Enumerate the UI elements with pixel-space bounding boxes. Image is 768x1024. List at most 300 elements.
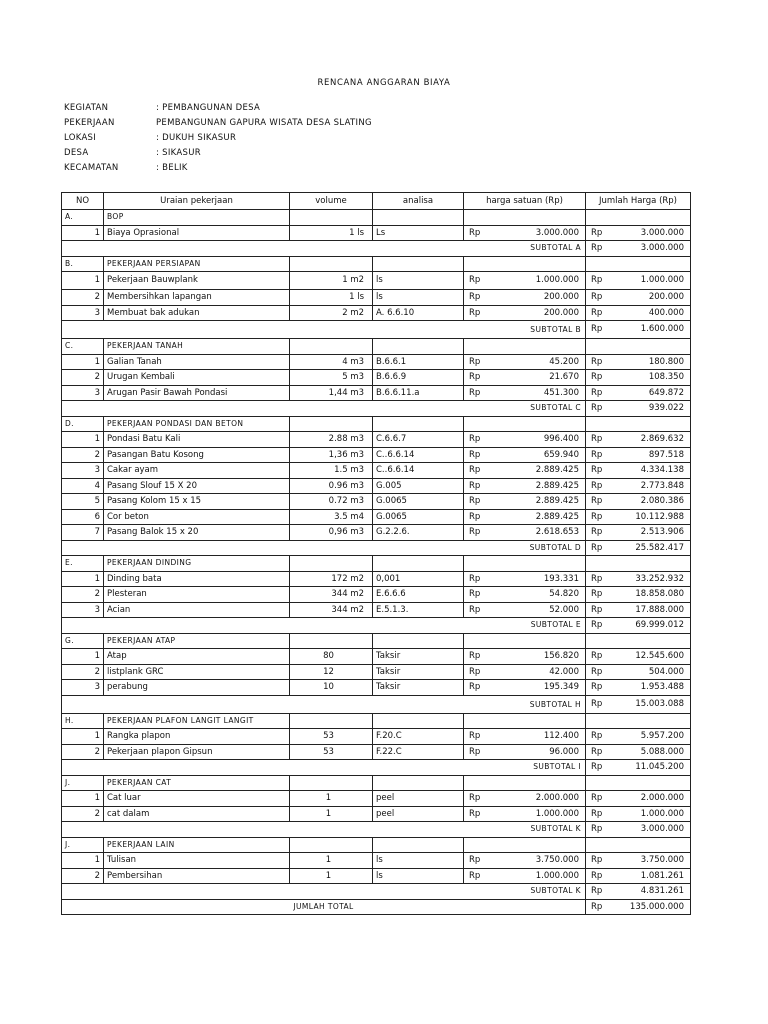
currency-label: Rp	[469, 527, 481, 537]
amount-value: 1.600.000	[640, 324, 684, 334]
amount-value: 25.582.417	[635, 542, 684, 553]
item-description: Pasang Slouf 15 X 20	[104, 478, 290, 494]
section-header-row	[62, 339, 691, 355]
item-description: Tulisan	[104, 853, 290, 869]
item-number: 2	[62, 744, 104, 760]
item-volume: 2 m2	[290, 305, 373, 321]
item-unit-price	[464, 272, 586, 290]
item-unit-price	[464, 664, 586, 680]
section-header-row	[62, 210, 691, 226]
budget-table	[61, 192, 691, 915]
subtotal-label: SUBTOTAL I	[62, 760, 586, 776]
item-total-price	[586, 225, 691, 241]
item-total-price	[586, 729, 691, 745]
amount-value: 939.022	[648, 403, 684, 413]
empty-cell	[290, 633, 373, 649]
table-row	[62, 272, 691, 290]
info-value: : PEMBANGUNAN DESA	[156, 103, 261, 113]
item-volume: 53	[290, 744, 373, 760]
amount-value: 451.300	[543, 387, 579, 398]
item-description: Pondasi Batu Kali	[104, 432, 290, 448]
currency-label: Rp	[591, 746, 603, 757]
item-unit-price	[464, 370, 586, 386]
item-description: listplank GRC	[104, 664, 290, 680]
col-header-uraian: Uraian pekerjaan	[104, 193, 290, 210]
item-total-price	[586, 272, 691, 290]
amount-value: 2.773.848	[640, 480, 684, 491]
currency-label: Rp	[591, 604, 603, 615]
subtotal-value	[586, 695, 691, 713]
table-row	[62, 571, 691, 587]
subtotal-value	[586, 241, 691, 257]
item-number: 2	[62, 370, 104, 386]
amount-value: 200.000	[648, 292, 684, 302]
item-unit-price	[464, 571, 586, 587]
section-code: G.	[62, 633, 104, 649]
item-analysis: ls	[373, 868, 464, 884]
amount-value: 195.349	[543, 682, 579, 692]
currency-label: Rp	[469, 496, 481, 506]
item-unit-price	[464, 853, 586, 869]
item-description: cat dalam	[104, 806, 290, 822]
currency-label: Rp	[591, 886, 603, 896]
item-total-price	[586, 680, 691, 696]
item-unit-price	[464, 478, 586, 494]
amount-value: 897.518	[648, 449, 684, 460]
amount-value: 5.088.000	[640, 746, 684, 757]
item-volume: 10	[290, 680, 373, 696]
currency-label: Rp	[591, 573, 603, 584]
currency-label: Rp	[469, 275, 481, 285]
item-number: 1	[62, 791, 104, 807]
table-row	[62, 602, 691, 618]
info-value: : SIKASUR	[156, 148, 201, 158]
currency-label: Rp	[469, 793, 481, 803]
table-row	[62, 370, 691, 386]
amount-value: 400.000	[648, 307, 684, 318]
empty-cell	[586, 713, 691, 729]
empty-cell	[586, 416, 691, 432]
item-volume: 1	[290, 853, 373, 869]
currency-label: Rp	[591, 824, 603, 834]
item-volume: 1	[290, 806, 373, 822]
currency-label: Rp	[469, 449, 481, 460]
item-total-price	[586, 478, 691, 494]
section-name: PEKERJAAN PERSIAPAN	[104, 256, 290, 272]
table-row	[62, 525, 691, 541]
amount-value: 2.080.386	[640, 496, 684, 506]
item-unit-price	[464, 509, 586, 525]
amount-value: 12.545.600	[635, 651, 684, 661]
currency-label: Rp	[591, 589, 603, 599]
section-header-row	[62, 713, 691, 729]
amount-value: 11.045.200	[635, 762, 684, 772]
empty-cell	[586, 775, 691, 791]
section-name: PEKERJAAN PONDASI DAN BETON	[104, 416, 290, 432]
grand-total-value	[586, 899, 691, 915]
table-row	[62, 494, 691, 510]
empty-cell	[290, 713, 373, 729]
item-number: 2	[62, 664, 104, 680]
amount-value: 1.000.000	[535, 275, 579, 285]
empty-cell	[373, 837, 464, 853]
section-code: A.	[62, 210, 104, 226]
empty-cell	[373, 775, 464, 791]
item-total-price	[586, 463, 691, 479]
empty-cell	[290, 256, 373, 272]
item-analysis: peel	[373, 791, 464, 807]
item-analysis: C.6.6.7	[373, 432, 464, 448]
item-volume: 1 ls	[290, 290, 373, 306]
item-analysis: B.6.6.9	[373, 370, 464, 386]
currency-label: Rp	[469, 511, 481, 522]
currency-label: Rp	[469, 573, 481, 584]
item-number: 3	[62, 385, 104, 401]
subtotal-value	[586, 321, 691, 339]
subtotal-label: SUBTOTAL C	[62, 401, 586, 417]
subtotal-row	[62, 760, 691, 776]
item-total-price	[586, 664, 691, 680]
amount-value: 69.999.012	[635, 620, 684, 630]
empty-cell	[290, 837, 373, 853]
subtotal-value	[586, 760, 691, 776]
amount-value: 3.750.000	[535, 855, 579, 865]
item-number: 7	[62, 525, 104, 541]
empty-cell	[464, 775, 586, 791]
section-header-row	[62, 633, 691, 649]
col-header-jumlah: Jumlah Harga (Rp)	[586, 193, 691, 210]
currency-label: Rp	[591, 901, 603, 912]
item-analysis: 0,001	[373, 571, 464, 587]
item-unit-price	[464, 868, 586, 884]
currency-label: Rp	[469, 307, 481, 318]
currency-label: Rp	[591, 356, 603, 367]
table-row	[62, 305, 691, 321]
currency-label: Rp	[469, 480, 481, 491]
item-description: perabung	[104, 680, 290, 696]
amount-value: 135.000.000	[629, 901, 684, 912]
table-row	[62, 385, 691, 401]
item-analysis: Taksir	[373, 664, 464, 680]
currency-label: Rp	[591, 324, 603, 334]
currency-label: Rp	[591, 449, 603, 460]
item-number: 1	[62, 571, 104, 587]
item-number: 3	[62, 305, 104, 321]
item-volume: 0.96 m3	[290, 478, 373, 494]
section-name: PEKERJAAN PLAFON LANGIT LANGIT	[104, 713, 290, 729]
subtotal-row	[62, 540, 691, 556]
amount-value: 1.081.261	[640, 870, 684, 881]
item-number: 1	[62, 649, 104, 665]
subtotal-row	[62, 695, 691, 713]
section-code: D.	[62, 416, 104, 432]
currency-label: Rp	[469, 651, 481, 661]
amount-value: 3.750.000	[640, 855, 684, 865]
item-unit-price	[464, 729, 586, 745]
info-label: DESA	[64, 148, 89, 158]
currency-label: Rp	[469, 589, 481, 599]
item-number: 5	[62, 494, 104, 510]
amount-value: 659.940	[543, 449, 579, 460]
amount-value: 1.953.488	[640, 682, 684, 692]
item-number: 2	[62, 868, 104, 884]
item-analysis: G.005	[373, 478, 464, 494]
amount-value: 54.820	[549, 589, 579, 599]
item-unit-price	[464, 494, 586, 510]
currency-label: Rp	[591, 307, 603, 318]
amount-value: 5.957.200	[640, 731, 684, 741]
item-description: Membuat bak adukan	[104, 305, 290, 321]
amount-value: 108.350	[648, 372, 684, 382]
item-number: 3	[62, 602, 104, 618]
item-total-price	[586, 571, 691, 587]
item-unit-price	[464, 385, 586, 401]
amount-value: 1.000.000	[640, 275, 684, 285]
amount-value: 1.000.000	[535, 808, 579, 819]
section-name: BOP	[104, 210, 290, 226]
item-analysis: ls	[373, 272, 464, 290]
subtotal-row	[62, 321, 691, 339]
item-unit-price	[464, 432, 586, 448]
amount-value: 2.889.425	[535, 496, 579, 506]
item-number: 2	[62, 290, 104, 306]
item-total-price	[586, 649, 691, 665]
subtotal-value	[586, 540, 691, 556]
item-analysis: B.6.6.11.a	[373, 385, 464, 401]
item-description: Rangka plapon	[104, 729, 290, 745]
amount-value: 3.000.000	[640, 243, 684, 253]
amount-value: 1.000.000	[535, 870, 579, 881]
subtotal-row	[62, 401, 691, 417]
budget-table-body	[62, 193, 691, 915]
item-number: 6	[62, 509, 104, 525]
col-header-harga: harga satuan (Rp)	[464, 193, 586, 210]
item-description: Acian	[104, 602, 290, 618]
currency-label: Rp	[591, 698, 603, 709]
empty-cell	[373, 339, 464, 355]
currency-label: Rp	[591, 762, 603, 772]
item-unit-price	[464, 587, 586, 603]
item-analysis: ls	[373, 290, 464, 306]
empty-cell	[373, 713, 464, 729]
item-unit-price	[464, 305, 586, 321]
table-row	[62, 680, 691, 696]
empty-cell	[586, 633, 691, 649]
section-code: B.	[62, 256, 104, 272]
section-header-row	[62, 556, 691, 572]
amount-value: 180.800	[648, 356, 684, 367]
table-row	[62, 806, 691, 822]
empty-cell	[464, 210, 586, 226]
amount-value: 4.831.261	[640, 886, 684, 896]
currency-label: Rp	[591, 227, 603, 238]
currency-label: Rp	[591, 666, 603, 677]
currency-label: Rp	[591, 855, 603, 865]
item-description: Cakar ayam	[104, 463, 290, 479]
section-code: C.	[62, 339, 104, 355]
empty-cell	[464, 416, 586, 432]
item-analysis: B.6.6.1	[373, 354, 464, 370]
empty-cell	[586, 339, 691, 355]
item-volume: 1,44 m3	[290, 385, 373, 401]
currency-label: Rp	[469, 746, 481, 757]
currency-label: Rp	[591, 793, 603, 803]
subtotal-label: SUBTOTAL B	[62, 321, 586, 339]
item-number: 1	[62, 853, 104, 869]
item-unit-price	[464, 744, 586, 760]
item-analysis: G.0065	[373, 509, 464, 525]
section-name: PEKERJAAN CAT	[104, 775, 290, 791]
item-total-price	[586, 509, 691, 525]
empty-cell	[373, 416, 464, 432]
amount-value: 112.400	[543, 731, 579, 741]
item-total-price	[586, 806, 691, 822]
item-total-price	[586, 602, 691, 618]
empty-cell	[586, 210, 691, 226]
currency-label: Rp	[591, 292, 603, 302]
item-description: Pasangan Batu Kosong	[104, 447, 290, 463]
amount-value: 42.000	[549, 666, 579, 677]
empty-cell	[290, 775, 373, 791]
item-analysis: C..6.6.14	[373, 447, 464, 463]
currency-label: Rp	[591, 275, 603, 285]
grand-total-label: JUMLAH TOTAL	[62, 899, 586, 915]
item-volume: 2.88 m3	[290, 432, 373, 448]
amount-value: 17.888.000	[635, 604, 684, 615]
section-header-row	[62, 416, 691, 432]
table-row	[62, 649, 691, 665]
amount-value: 2.889.425	[535, 480, 579, 491]
table-row	[62, 463, 691, 479]
subtotal-label: SUBTOTAL H	[62, 695, 586, 713]
empty-cell	[290, 339, 373, 355]
subtotal-row	[62, 822, 691, 838]
item-number: 2	[62, 587, 104, 603]
item-total-price	[586, 305, 691, 321]
currency-label: Rp	[591, 682, 603, 692]
info-label: KEGIATAN	[64, 103, 109, 113]
subtotal-value	[586, 618, 691, 634]
amount-value: 3.000.000	[640, 824, 684, 834]
empty-cell	[290, 416, 373, 432]
empty-cell	[464, 633, 586, 649]
item-volume: 1	[290, 868, 373, 884]
empty-cell	[290, 556, 373, 572]
item-analysis: peel	[373, 806, 464, 822]
currency-label: Rp	[469, 604, 481, 615]
item-volume: 344 m2	[290, 587, 373, 603]
item-volume: 5 m3	[290, 370, 373, 386]
subtotal-value	[586, 401, 691, 417]
amount-value: 193.331	[543, 573, 579, 584]
currency-label: Rp	[469, 465, 481, 475]
item-unit-price	[464, 447, 586, 463]
item-description: Pasang Kolom 15 x 15	[104, 494, 290, 510]
currency-label: Rp	[591, 480, 603, 491]
item-total-price	[586, 868, 691, 884]
info-value: PEMBANGUNAN GAPURA WISATA DESA SLATING	[156, 118, 372, 128]
item-volume: 172 m2	[290, 571, 373, 587]
item-unit-price	[464, 602, 586, 618]
currency-label: Rp	[469, 292, 481, 302]
currency-label: Rp	[591, 243, 603, 253]
section-code: E.	[62, 556, 104, 572]
item-total-price	[586, 525, 691, 541]
table-row	[62, 868, 691, 884]
item-description: Pekerjaan plapon Gipsun	[104, 744, 290, 760]
table-row	[62, 744, 691, 760]
amount-value: 52.000	[549, 604, 579, 615]
col-header-analisa: analisa	[373, 193, 464, 210]
item-volume: 80	[290, 649, 373, 665]
currency-label: Rp	[469, 666, 481, 677]
currency-label: Rp	[469, 434, 481, 444]
info-label: PEKERJAAN	[64, 118, 115, 128]
amount-value: 504.000	[648, 666, 684, 677]
item-unit-price	[464, 354, 586, 370]
item-number: 1	[62, 432, 104, 448]
table-row	[62, 587, 691, 603]
item-total-price	[586, 447, 691, 463]
item-volume: 12	[290, 664, 373, 680]
amount-value: 2.618.653	[535, 527, 579, 537]
empty-cell	[373, 556, 464, 572]
item-description: Pasang Balok 15 x 20	[104, 525, 290, 541]
amount-value: 996.400	[543, 434, 579, 444]
section-code: J.	[62, 837, 104, 853]
empty-cell	[464, 713, 586, 729]
item-total-price	[586, 744, 691, 760]
amount-value: 10.112.988	[635, 511, 684, 522]
subtotal-value	[586, 884, 691, 900]
item-description: Arugan Pasir Bawah Pondasi	[104, 385, 290, 401]
subtotal-label: SUBTOTAL K	[62, 884, 586, 900]
item-description: Pembersihan	[104, 868, 290, 884]
currency-label: Rp	[591, 372, 603, 382]
subtotal-label: SUBTOTAL K	[62, 822, 586, 838]
currency-label: Rp	[469, 227, 481, 238]
item-number: 1	[62, 272, 104, 290]
amount-value: 3.000.000	[640, 227, 684, 238]
amount-value: 18.858.080	[635, 589, 684, 599]
amount-value: 649.872	[648, 387, 684, 398]
item-number: 1	[62, 354, 104, 370]
section-name: PEKERJAAN ATAP	[104, 633, 290, 649]
currency-label: Rp	[591, 542, 603, 553]
table-row	[62, 478, 691, 494]
item-unit-price	[464, 649, 586, 665]
item-total-price	[586, 290, 691, 306]
amount-value: 156.820	[543, 651, 579, 661]
item-description: Dinding bata	[104, 571, 290, 587]
item-description: Plesteran	[104, 587, 290, 603]
item-volume: 0.72 m3	[290, 494, 373, 510]
section-code: J.	[62, 775, 104, 791]
empty-cell	[464, 339, 586, 355]
amount-value: 2.000.000	[535, 793, 579, 803]
item-total-price	[586, 853, 691, 869]
currency-label: Rp	[591, 620, 603, 630]
currency-label: Rp	[591, 870, 603, 881]
table-row	[62, 354, 691, 370]
amount-value: 2.889.425	[535, 465, 579, 475]
item-number: 1	[62, 729, 104, 745]
subtotal-row	[62, 241, 691, 257]
item-analysis: Taksir	[373, 649, 464, 665]
currency-label: Rp	[469, 808, 481, 819]
amount-value: 200.000	[543, 292, 579, 302]
currency-label: Rp	[591, 808, 603, 819]
